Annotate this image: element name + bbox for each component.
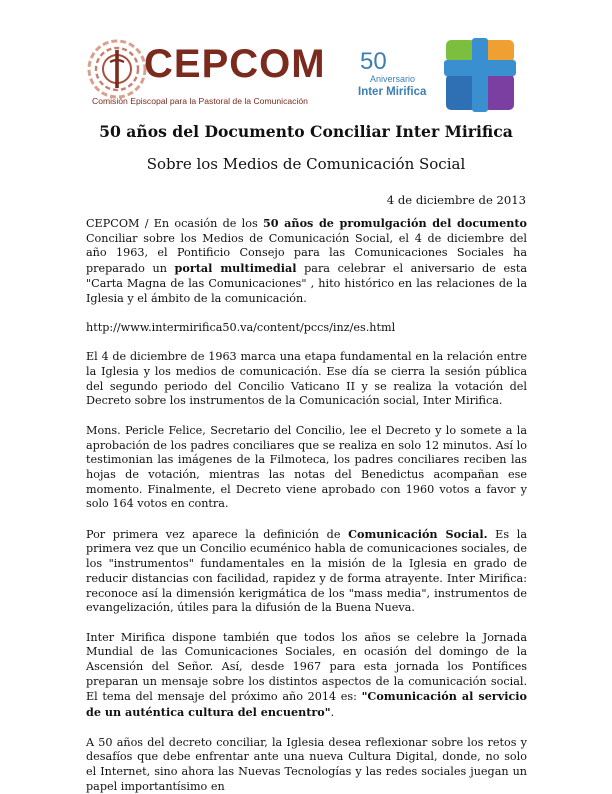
paragraph-1 <box>86 216 527 306</box>
document-body <box>86 216 527 794</box>
org-subtitle: Comisión Episcopal para la Pastoral de la Comunicación <box>92 96 308 106</box>
colored-cross-icon <box>444 38 516 112</box>
paragraph-2: El 4 de diciembre de 1963 marca una etapa fundamental en la relación entre la Iglesia y los medios de comunicación. Ese día se cierra la sesión pública del segundo periodo del Concilio Vaticano II y se realiza la votación del Decreto sobre los instrumentos de la Comunicación social, Inter Mirifica. <box>86 350 527 408</box>
paragraph-4-bold-b: Comunicación Social. <box>348 526 488 541</box>
paragraph-1-text-c: Conciliar sobre los Medios de Comunicación Social, el 4 de diciembre del año 1963, el Pontificio Consejo para las Comunicaciones Sociales ha preparado un <box>86 231 527 276</box>
paragraph-1-text-a: CEPCOM / En ocasión de los <box>86 217 263 230</box>
paragraph-6: A 50 años del decreto conciliar, la Iglesia desea reflexionar sobre los retos y desafíos que debe enfrentar ante una nueva Cultura Digital, donde, no solo el Internet, sino ahora las Nuevas Tecnologías y las redes sociales juegan un papel importantísimo en <box>86 735 527 793</box>
anniversary-number: 50 <box>360 48 387 75</box>
paragraph-1-bold-a: 50 años de promulgación del documento <box>263 216 527 230</box>
document-title: 50 años del Documento Conciliar Inter Mirifica <box>99 122 513 141</box>
anniversary-name: Inter Mirifica <box>358 86 427 98</box>
paragraph-5-text-a: Inter Mirifica dispone también que todos los años se celebre la Jornada Mundial de las Comunicaciones Sociales, en ocasión del domingo de la Ascensión del Señor. Así, desde 1967 para esta jornada los Pontífices preparan un mensaje sobre los distintos aspectos de la comunicación social. El tema del mensaje del próximo año 2014 es: <box>86 630 527 704</box>
paragraph-4-text-c: Es la primera vez que un Concilio ecuménico habla de comunicaciones sociales, de los "instrumentos" fundamentales en la misión de la Iglesia en grado de reducir distancias con facilidad, rapidez y de forma atrayente. Inter Mirifica: reconoce así la dimensión kerigmática de los "mass media", instrumentos de evangelización, útiles para la difusión de la Buena Nueva. <box>86 527 527 615</box>
letterhead <box>0 0 612 118</box>
paragraph-1-text-e: para celebrar el aniversario de esta "Carta Magna de las Comunicaciones" , hito histórico en las relaciones de la Iglesia y el ámbito de la comunicación. <box>86 262 527 305</box>
paragraph-4 <box>86 527 527 616</box>
paragraph-3: Mons. Pericle Felice, Secretario del Concilio, lee el Decreto y lo somete a la aprobación de los padres conciliares que se realiza en solo 12 minutos. Así lo testimonian las imágenes de la Filmoteca, los padres conciliares reciben las hojas de votación, mientras las notas del Benedictus acompañan ese momento. Finalmente, el Decreto viene aprobado con 1960 votos a favor y solo 164 votos en contra. <box>86 423 527 511</box>
paragraph-5 <box>86 631 527 721</box>
document-date: 4 de diciembre de 2013 <box>386 193 526 207</box>
anniversary-label: Aniversario <box>370 74 416 84</box>
document-subtitle: Sobre los Medios de Comunicación Social <box>146 155 466 173</box>
paragraph-5-text-c: . <box>330 706 335 720</box>
cepcom-emblem-icon <box>86 38 148 100</box>
paragraph-5-bold-b: "Comunicación al servicio de un auténtica cultura del encuentro" <box>86 689 527 720</box>
paragraph-1-bold-d: portal multimedial <box>174 261 297 276</box>
paragraph-4-text-a: Por primera vez aparece la definición de <box>86 527 349 541</box>
portal-url[interactable]: http://www.intermirifica50.va/content/pccs/inz/es.html <box>86 320 396 334</box>
org-name: CEPCOM <box>144 42 326 86</box>
anniversary-logo <box>356 36 536 116</box>
